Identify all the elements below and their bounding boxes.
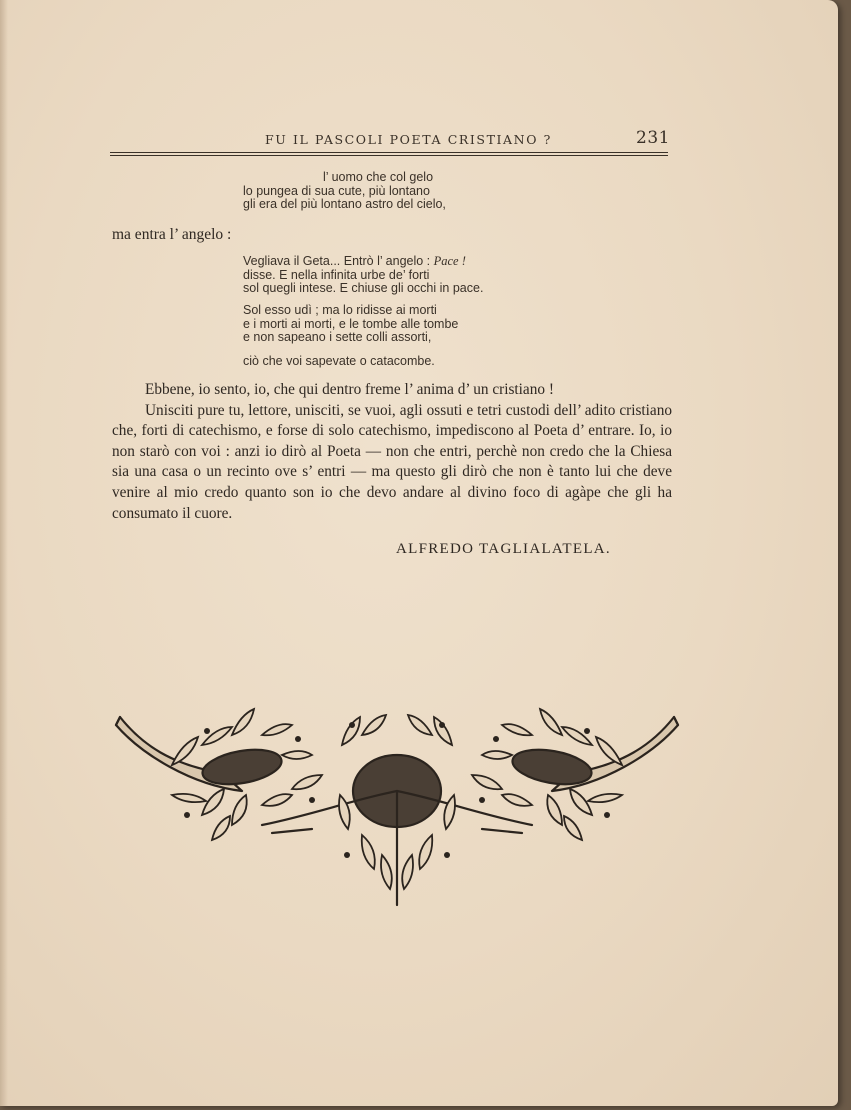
body-text xyxy=(112,380,672,524)
verse-line: sol quegli intese. E chiuse gli occhi in pace. xyxy=(243,281,484,296)
verse-line: e non sapeano i sette colli assorti, xyxy=(243,330,432,345)
running-title: FU IL PASCOLI POETA CRISTIANO ? xyxy=(265,132,552,147)
intro-line: ma entra l’ angelo : xyxy=(112,226,232,243)
page-number: 231 xyxy=(636,128,670,148)
verse-line-text: Vegliava il Geta... Entrò l’ angelo : xyxy=(243,254,434,268)
verse-stanza-1 xyxy=(243,171,446,212)
running-header xyxy=(110,128,670,150)
author-signature: ALFREDO TAGLIALATELA. xyxy=(396,541,611,557)
verse-line: lo pungea di sua cute, più lontano xyxy=(243,183,430,198)
verse-line xyxy=(243,255,483,269)
header-rule-thick xyxy=(110,155,668,156)
verse-stanza-4 xyxy=(243,355,435,369)
verse-stanza-2 xyxy=(243,255,483,296)
paragraph: Ebbene, io sento, io, che qui dentro freme l’ anima d’ un cristiano ! xyxy=(145,381,554,398)
paragraph: Unisciti pure tu, lettore, unisciti, se vuoi, agli ossuti e tetri custodi dell’ adito cristiano che, forti di catechismo, e forse di solo catechismo, impediscono al Poeta d’ entrare. Io, io non starò con voi : anzi io dirò al Poeta — non che entri, perchè non credo che la Chiesa sia una casa o un recinto ove s’ entri — ma questo gli dirò che non è tanto lui che deve venire al mio credo quanto son io che devo andare al divino foco di agàpe che gli ha consumato il cuore. xyxy=(112,401,672,522)
verse-line: l’ uomo che col gelo xyxy=(323,170,434,184)
header-rule-thin xyxy=(110,152,668,153)
verse-line: gli era del più lontano astro del cielo, xyxy=(243,197,446,212)
laurel-and-horns-ornament-icon xyxy=(112,705,682,915)
page-gutter-shadow xyxy=(0,0,8,1106)
verse-stanza-3 xyxy=(243,304,458,345)
verse-italic-word: Pace ! xyxy=(433,254,466,268)
verse-line: disse. E nella infinita urbe de’ forti xyxy=(243,267,430,282)
verse-line: Sol esso udì ; ma lo ridisse ai morti xyxy=(243,303,437,317)
verse-line: ciò che voi sapevate o catacombe. xyxy=(243,354,435,368)
verse-line: e i morti ai morti, e le tombe alle tombe xyxy=(243,316,459,331)
